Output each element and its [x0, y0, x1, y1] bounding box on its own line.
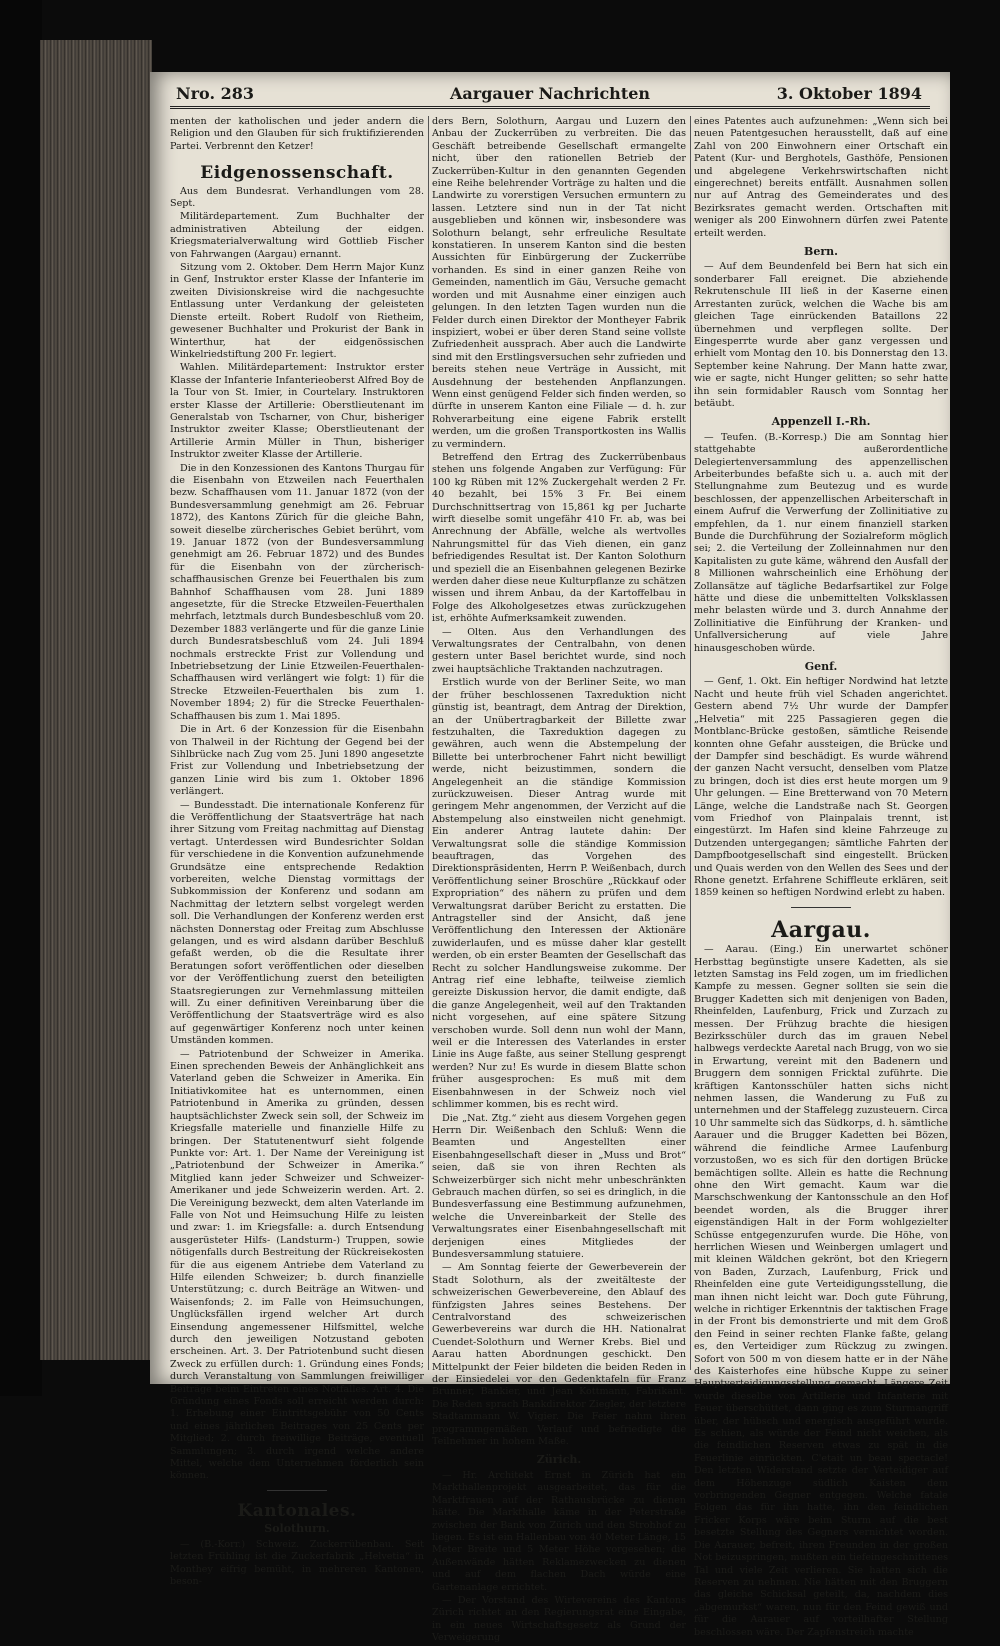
article-paragraph: Betreffend den Ertrag des Zuckerrübenbaus stehen uns folgende Angaben zur Verfügung: Für 100 kg Rüben mit 12% Zuckergehalt werden 2 Fr. 40 bezahlt, bei 15% 3 Fr. Bei einem Durchschnittsertrag von 15,861 kg per Jucharte wirft dieselbe somit ungefähr 410 Fr. ab, was bei Anrechnung der Abfälle, welche als wertvolles Nahrungsmittel für das Vieh dienen, ein ganz befriedigendes Resultat ist. Der Kanton Solothurn und speziell die an Eisenbahnen gelegenen Bezirke werden daher diese neue Kulturpflanze zu schätzen wissen und ihrem Anbau, da der Kartoffelbau in Folge des Alkoholgesetzes etwas zurückzugehen ist, erhöhte Aufmerksamkeit zuwenden. [432, 451, 686, 625]
article-paragraph: — Am Sonntag feierte der Gewerbeverein der Stadt Solothurn, als der zweitälteste der schweizerischen Gewerbevereine, den Ablauf des fünfzigsten Jahres seines Bestehens. Der Centralvorstand des schweizerischen Gewerbevereins war durch die HH. Nationalrat Cuendet-Solothurn und Werner Krebs. Biel und Aarau hatten Abordnungen geschickt. Den Mittelpunkt der Feier bildeten die beiden Reden in der Einsiedelei vor den Gedenktafeln für Franz Brunner, Bankier, und Jean Kottmann, Fabrikant. Die Reden sprach Bankdirektor Ziegler, der letztere Stadtammann W. Vigier. Die Feier nahm ihren programmgemäßen Verlauf und befriedigte die Teilnehmer in hohem Maße. [432, 1262, 686, 1448]
article-paragraph: Erstlich wurde von der Berliner Seite, wo man der früher beschlossenen Taxreduktion nicht günstig ist, beantragt, dem Antrag der Direktion, an der Unübertragbarkeit der Billette zwar festzuhalten, die Taxreduktion dagegen zu gewähren, auch wenn die Abstempelung der Billette bei unterbrochener Fahrt nicht bewilligt werde, nicht beizustimmen, sondern die Angelegenheit an die ständige Kommission zurückzuweisen. Dieser Antrag wurde mit geringem Mehr angenommen, der Verzicht auf die Abstempelung also einstweilen nicht genehmigt. Ein anderer Antrag lautete dahin: Der Verwaltungsrat solle die ständige Kommission beauftragen, das Vorgehen des Direktionspräsidenten, Herrn P. Weißenbach, durch Veröffentlichung seiner Broschüre „Rückkauf oder Expropriation“ des nähern zu prüfen und dem Verwaltungsrat darüber Bericht zu erstatten. Die Antragsteller sind der Ansicht, daß jene Veröffentlichung den Interessen der Aktionäre zuwiderlaufen, und es müsse daher klar gestellt werden, ob ein erster Beamten der Gesellschaft das Recht zu solcher Handlungsweise zukomme. Der Antrag rief eine lebhafte, teilweise ziemlich gereizte Diskussion hervor, die damit endigte, daß die ganze Angelegenheit, weil auf den Traktanden nicht vorgesehen, auf eine spätere Sitzung verschoben wurde. Soll denn nun wohl der Mann, weil er die Interessen des Vaterlandes in erster Linie ins Auge faßte, aus seiner Stellung gesprengt werden? Nur zu! Es wurde in diesem Blatte schon früher ausgesprochen: Es muß mit dem Eisenbahnwesen in der Schweiz noch viel schlimmer kommen, bis es recht wird. [432, 677, 686, 1111]
issue-number: Nro. 283 [176, 84, 254, 103]
column-divider [690, 116, 691, 1370]
header-rule [170, 106, 930, 109]
article-paragraph: ders Bern, Solothurn, Aargau und Luzern den Anbau der Zuckerrüben zu verbreiten. Die das Geschäft betreibende Gesellschaft ermangelte nicht, über den rationellen Betrieb der Zuckerrüben-Kultur in den genannten Gegenden eine Reihe belehrender Vorträge zu halten und die Landwirte zu vorerstigen Versuchen ermuntern zu lassen. Letztere sind nun in der Tat nicht ausgeblieben und können wir, insbesondere was Solothurn belangt, sehr erfreuliche Resultate konstatieren. In unserem Kanton sind die besten Aussichten für Einbürgerung der Zuckerrübe vorhanden. Es sind in einer ganzen Reihe von Gemeinden, namentlich im Gäu, Versuche gemacht worden und mit Ausnahme einer einzigen auch gelungen. In den letzten Tagen wurden nun die Felder durch einen Direktor der Montheyer Fabrik inspiziert, wobei er über deren Stand seine vollste Zufriedenheit aussprach. Aber auch die Landwirte sind mit den Erstlingsversuchen sehr zufrieden und bereits stehen neue Verträge in Aussicht, mit Ausdehnung der bestehenden Anpflanzungen. Wenn einst genügend Felder sich finden werden, so dürfte in unserem Kanton eine Filiale — d. h. zur Rohverarbeitung eine eigene Fabrik erstellt werden, um die großen Transportkosten ins Wallis zu vermindern. [432, 116, 686, 450]
newspaper-title: Aargauer Nachrichten [449, 84, 651, 103]
article-paragraph: — Teufen. (B.-Korresp.) Die am Sonntag hier stattgehabte außerordentliche Delegiertenversammlung des appenzellischen Arbeiterbundes befaßte sich u. a. auch mit der Stellungnahme zum Beutezug und es wurde beschlossen, der appenzellischen Arbeiterschaft in einem Aufruf die Verwerfung der Zollinitiative zu empfehlen, da 1. nur einem finanziell starken Bunde die Durchführung der Sozialreform möglich sei; 2. die Verteilung der Zolleinnahmen nur den Kapitalisten zu gute käme, während den Ausfall der 8 Millionen wahrscheinlich eine Erhöhung der Zollansätze auf tägliche Bedarfsartikel zur Folge hätte und diese die unbemittelten Volksklassen mehr belasten würde und 3. durch Annahme der Zollinitiative die Einführung der Kranken- und Unfallversicherung auf viele Jahre hinausgeschoben würde. [694, 431, 948, 654]
book-binding [0, 0, 42, 1396]
section-heading-kantonales: Kantonales. [237, 1500, 357, 1521]
newspaper-page [150, 72, 950, 1644]
article-paragraph: Die in Art. 6 der Konzession für die Eisenbahn von Thalweil in der Richtung der Gegend bei der Sihlbrücke nach Zug vom 25. Juni 1890 angesetzte Frist zur Vollendung und Inbetriebsetzung der ganzen Linie wird bis zum 1. Oktober 1896 verlängert. [170, 724, 424, 798]
subheading-zurich: Zürich. [536, 1453, 582, 1467]
issue-date: 3. Oktober 1894 [776, 84, 922, 103]
article-paragraph: Wahlen. Militärdepartement: Instruktor erster Klasse der Infanterie Infanterieoberst Alfred Boy de la Tour von St. Imier, in Courtelary. Instruktoren erster Klasse der Artillerie: Oberstlieutenant im Generalstab von Tscharner, von Chur, bisheriger Instruktor zweiter Klasse; Oberstlieutenant der Artillerie Armin Müller in Thun, bisheriger Instruktor zweiter Klasse der Artillerie. [170, 362, 424, 461]
article-paragraph: Die „Nat. Ztg.“ zieht aus diesem Vorgehen gegen Herrn Dir. Weißenbach den Schluß: Wenn die Beamten und Angestellten einer Eisenbahngesellschaft dieser in „Muss und Brot“ seien, daß sie von ihren Rechten als Schweizerbürger sich nicht mehr unbeschränkten Gebrauch machen dürfen, so sei es dringlich, in die Bundesverfassung eine Bestimmung aufzunehmen, welche die Unvereinbarkeit der Stelle des Verwaltungsrates einer Eisenbahngesellschaft mit derjenigen eines Mitgliedes der Bundesversammlung statuiere. [432, 1112, 686, 1260]
article-paragraph: Aus dem Bundesrat. Verhandlungen vom 28. Sept. [170, 185, 424, 210]
page-header [150, 78, 950, 106]
subheading-genf: Genf. [804, 660, 838, 674]
column-1 [170, 116, 424, 1589]
separator [791, 907, 851, 908]
article-paragraph: — (B.-Korr.) Schweiz. Zuckerrübenbau. Seit letzten Frühling ist die Zuckerfabrik „Helvetia“ in Monthey eifrig bemüht, in mehreren Kantonen, beson- [170, 1538, 424, 1587]
article-paragraph: Sitzung vom 2. Oktober. Dem Herrn Major Kunz in Genf, Instruktor erster Klasse der Infanterie im zweiten Divisionskreise wird die nachgesuchte Entlassung unter Verdankung der geleisteten Dienste erteilt. Robert Rudolf von Rietheim, gewesener Buchhalter und Prokurist der Bank in Winterthur, hat der eidgenössischen Winkelriedstiftung 200 Fr. legiert. [170, 262, 424, 360]
article-paragraph: Militärdepartement. Zum Buchhalter der administrativen Abteilung der eidgen. Kriegsmaterialverwaltung wird Gottlieb Fischer von Fahrwangen (Aargau) ernannt. [170, 211, 424, 260]
article-paragraph: eines Patentes auch aufzunehmen: „Wenn sich bei neuen Patentgesuchen herausstellt, daß auf eine Zahl von 200 Einwohnern einer Ortschaft ein Patent (Kur- und Berghotels, Gasthöfe, Pensionen und abgelegene Verkehrswirtschaften nicht eingerechnet) bereits entfällt. Ausnahmen sollen nur auf Antrag des Gemeinderates und des Bezirksrates gemacht werden. Ortschaften mit weniger als 200 Einwohnern dürfen zwei Patente erteilt werden. [694, 116, 948, 239]
article-paragraph: — Patriotenbund der Schweizer in Amerika. Einen sprechenden Beweis der Anhänglichkeit ans Vaterland geben die Schweizer in Amerika. Ein Initiativkomitee hat es unternommen, einen Patriotenbund in Amerika zu gründen, dessen hauptsächlichster Zweck sein soll, der Schweiz im Kriegsfalle materielle und finanzielle Hilfe zu bringen. Der Statutenentwurf sieht folgende Punkte vor: Art. 1. Der Name der Vereinigung ist „Patriotenbund der Schweizer in Amerika.“ Mitglied kann jeder Schweizer und Schweizer-Amerikaner und jede Schweizerin werden. Art. 2. Die Vereinigung bezweckt, dem alten Vaterlande im Falle von Not und Heimsuchung Hilfe zu leisten und zwar: 1. im Kriegsfalle: a. durch Entsendung ausgerüsteter Hilfs- (Landsturm-) Truppen, sowie nötigenfalls durch Bestreitung der Rückreisekosten für die aus eigenem Antriebe dem Vaterland zu Hilfe eilenden Schweizer; b. durch finanzielle Unterstützung; c. durch Beiträge an Witwen- und Waisenfonds; 2. im Falle von Heimsuchungen, Unglücksfällen irgend welcher Art durch Einsendung angemessener Hilfsmittel, welche durch den jeweiligen Notzustand geboten erscheinen. Art. 3. Der Patriotenbund sucht diesen Zweck zu erfüllen durch: 1. Gründung eines Fonds; durch Veranstaltung von Sammlungen freiwilliger Beiträge beim Eintreten eines Notfalles. Art. 4. Die Gründung eines Fonds soll erreicht werden durch: 1. Erhebung einer Eintrittsgebühr von 50 Cents und eines jährlichen Beitrages von 25 Cents per Mitglied; 2. durch freiwillige Beiträge, eventuell Sammlungen; 3. durch irgend welche andere Mittel, welche dem Unternehmen förderlich sein können. [170, 1048, 424, 1482]
article-paragraph: Die in den Konzessionen des Kantons Thurgau für die Eisenbahn von Etzweilen nach Feuerthalen bezw. Schaffhausen vom 11. Januar 1872 (von der Bundesversammlung genehmigt am 26. Februar 1872), des Kantons Zürich für die gleiche Bahn, soweit dieselbe zürcherisches Gebiet berührt, vom 19. Januar 1872 (von der Bundesversammlung genehmigt am 26. Februar 1872) und des Bundes für die Eisenbahn von der zürcherisch-schaffhausischen Grenze bei Feuerthalen bis zum Bahnhof Schaffhausen vom 28. Juni 1889 angesetzte, für die Strecke Etzweilen-Feuerthalen mehrfach, letztmals durch Bundesbeschluß vom 20. Dezember 1883 verlängerte und für die ganze Linie durch Bundesratsbeschluß vom 24. Juli 1894 nochmals erstreckte Frist zur Vollendung und Inbetriebsetzung der Linie Etzweilen-Feuerthalen-Schaffhausen wird verlängert wie folgt: 1) für die Strecke Etzweilen-Feuerthalen bis zum 1. November 1894; 2) für die Strecke Feuerthalen-Schaffhausen bis zum 1. Mai 1895. [170, 462, 424, 722]
article-paragraph: — Bundesstadt. Die internationale Konferenz für die Veröffentlichung der Staatsverträge hat nach ihrer Sitzung vom Freitag nachmittag auf Dienstag vertagt. Unterdessen wird Bundesrichter Soldan für verschiedene in die Konvention aufzunehmende Grundsätze eine entsprechende Redaktion vorbereiten, welche Dienstag vormittags der Subkommission der Konferenz und sodann am Nachmittag der letztern selbst vorgelegt werden soll. Die Verhandlungen der Konferenz werden erst nächsten Donnerstag oder Freitag zum Abschlusse gelangen, und es wird alsdann darüber Beschluß gefaßt werden, ob die die Resultate ihrer Beratungen sofort veröffentlichen oder dieselben vor der Veröffentlichung zuerst den beteiligten Staatsregierungen zur Vernehmlassung mitteilen will. Zu einer definitiven Vereinbarung über die Veröffentlichung der Staatsverträge wird es also auf gegenwärtiger Konferenz noch unter keinen Umständen kommen. [170, 799, 424, 1047]
column-2 [432, 116, 686, 1646]
article-paragraph: — Olten. Aus den Verhandlungen des Verwaltungsrates der Centralbahn, von denen gestern unter Basel berichtet wurde, sind noch zwei hauptsächliche Traktanden nachzutragen. [432, 626, 686, 675]
section-heading-aargau: Aargau. [771, 916, 871, 943]
article-paragraph: menten der katholischen und jeder andern die Religion und den Glauben für sich fruktifizierenden Partei. Verbrennt den Ketzer! [170, 116, 424, 152]
column-divider [428, 116, 429, 1370]
column-3 [694, 116, 948, 1640]
section-heading-eidgenossenschaft: Eidgenossenschaft. [200, 163, 394, 184]
article-paragraph: — Auf dem Beundenfeld bei Bern hat sich ein sonderbarer Fall ereignet. Die abziehende Rekrutenschule III ließ in der Kaserne einen Arrestanten zurück, welchen die Wache bis am gleichen Tage einrückenden Bataillons 22 übernehmen und verpflegen sollte. Der Eingesperrte wurde aber ganz vergessen und erhielt vom Montag den 10. bis Donnerstag den 13. September keine Nahrung. Der Mann hatte zwar, wie er sagte, nicht Hunger gelitten; so sehr hatte ihn sein formidabler Rausch vom Sonntag her betäubt. [694, 261, 948, 409]
article-paragraph: — Hr. Architekt Ernst in Zürich hat ein Markthallenprojekt ausgearbeitet, das für die Marktfrauen auf der Rathausbrücke zu dienen hätte. Die Markthalle käme in der Peterstraße zwischen der Bank von Zürich und den Strohhof zu liegen. Es ist ein Hallenbau von 40 Meter Länge, 15 Meter Breite und 5 Meter Höhe vorgesehen; die Außenwände hätten Reklamezwecken zu dienen und auf dem flachen Dach würde eine Gartenanlage errichtet. [432, 1469, 686, 1593]
page-edges [40, 40, 152, 1360]
subheading-appenzell: Appenzell I.-Rh. [771, 415, 871, 429]
separator [267, 1490, 327, 1491]
subheading-solothurn: Solothurn. [264, 1522, 330, 1536]
subheading-bern: Bern. [804, 245, 838, 259]
article-paragraph: — Aarau. (Eing.) Ein unerwartet schöner Herbsttag begünstigte unsere Kadetten, als sie letzten Samstag ins Feld zogen, um im friedlichen Kampfe zu messen. Gegner sollten sie sein die Brugger Kadetten sich mit denjenigen von Baden, Rheinfelden, Laufenburg, Frick und Zurzach zu messen. Der Frühzug brachte die hiesigen Bezirksschüler durch das im grauen Nebel halbwegs verdeckte Aaretal nach Brugg, von wo sie in Erwartung, vereint mit den Badenern und Bruggern dem sonnigen Fricktal zuführte. Die kräftigen Kantonsschüler hatten sichs nicht nehmen lassen, die Wanderung zu Fuß zu unternehmen und der Staffelegg zuzusteuern. Circa 10 Uhr sammelte sich das Südkorps, d. h. sämtliche Aarauer und die Brugger Kadetten bei Bözen, während die feindliche Armee Laufenburg vorzustoßen, wo es sich für den dortigen Brücke bemächtigen sollte. Allein es hatte die Rechnung ohne den Wirt gemacht. Kaum war die Marschschwenkung der Kantonsschule an den Hof beendet worden, als die Brugger ihrer eigenständigen Halt in der Form wohlgezielter Schüsse entgegenzurufen wurde. Die Höhe, von herrlichen Wiesen und Weinbergen umlagert und mit kleinen Wäldchen gekrönt, bot den Kriegern von Baden, Zurzach, Laufenburg, Frick und Rheinfelden eine gute Verteidigungsstellung, die man ihnen nicht leicht war. Doch gute Führung, welche in richtiger Erkenntnis der taktischen Frage in der Front bis demonstrierte und mit dem Groß den Feind in seiner rechten Flanke faßte, gelang es, den Verteidiger zum Rückzug zu zwingen. Sofort von 500 m von diesem hatte er in der Nähe des Kaisterhofes eine hübsche Kuppe zu seiner Hauptverteidigungsstellung gemacht. Längere Zeit wurde dieselbe von Artillerie und Infanterie mit Feuer überschüttet, dann ging es zum Sturmangriff über, der hübsch und energisch ausgeführt wurde. Es schien, als würde der Feind nicht weichen, als die feindlichen Reserven etwas zu spät in die Feuerlinie einrückten. C'etait un beau spectacle! Den letzten Widerstand setzte der Verteidiger auf dem Höhenzuge südlich Kaisten dem vorbringenden Gegner entgegen. Welche fatale Folgen das für ihn hatte, ihn den feindlichen Fricker Korps wäre beim Sturm auf die best besetzte Stellung des Gegners vernichtet worden. Die Aarauer, befreit, ihren Freunden in der großen Not beizuspringen, mußten ein tiefeingeschnittenes Tal und viele Zeit verlieren. Sie hatten sich die Reserven zu nehmen. Nie hätten mit den Bruggern das gleiche Schicksal geteilt, da, nachdem dies „abgemurkst“ waren, nun für den Feind gewiß und für die Aarauer auf vorteilhafter Stellung beschlossen wäre. Der Zapfenstreich machte [694, 944, 948, 1638]
article-paragraph: — Genf, 1. Okt. Ein heftiger Nordwind hat letzte Nacht und heute früh viel Schaden angerichtet. Gestern abend 7½ Uhr wurde der Dampfer „Helvetia“ mit 225 Passagieren gegen die Montblanc-Brücke gestoßen, sämtliche Reisende konnten ohne Gefahr aussteigen, die Brücke und der Dampfer sind beschädigt. Es wurde während der ganzen Nacht versucht, denselben vom Platze zu bringen, doch ist dies erst heute morgen um 9 Uhr gelungen. — Eine Bretterwand von 70 Metern Länge, welche die Landstraße nach St. Georgen vom Friedhof von Plainpalais trennt, ist eingestürzt. Im Hafen sind kleine Fahrzeuge zu Dutzenden untergegangen; sämtliche Fahrten der Dampfbootgesellschaft sind eingestellt. Brücken und Quais werden von den Wellen des Sees und der Rhone genetzt. Erfahrene Schiffleute erklären, seit 1859 keinen so heftigen Nordwind erlebt zu haben. [694, 676, 948, 899]
article-paragraph: — Der Vorstand des Wirtevereins des Kantons Zürich richtet an den Regierungsrat eine Eingabe, in ein neues Wirtschaftsgesetz als Grund der Verweigerung [432, 1594, 686, 1644]
